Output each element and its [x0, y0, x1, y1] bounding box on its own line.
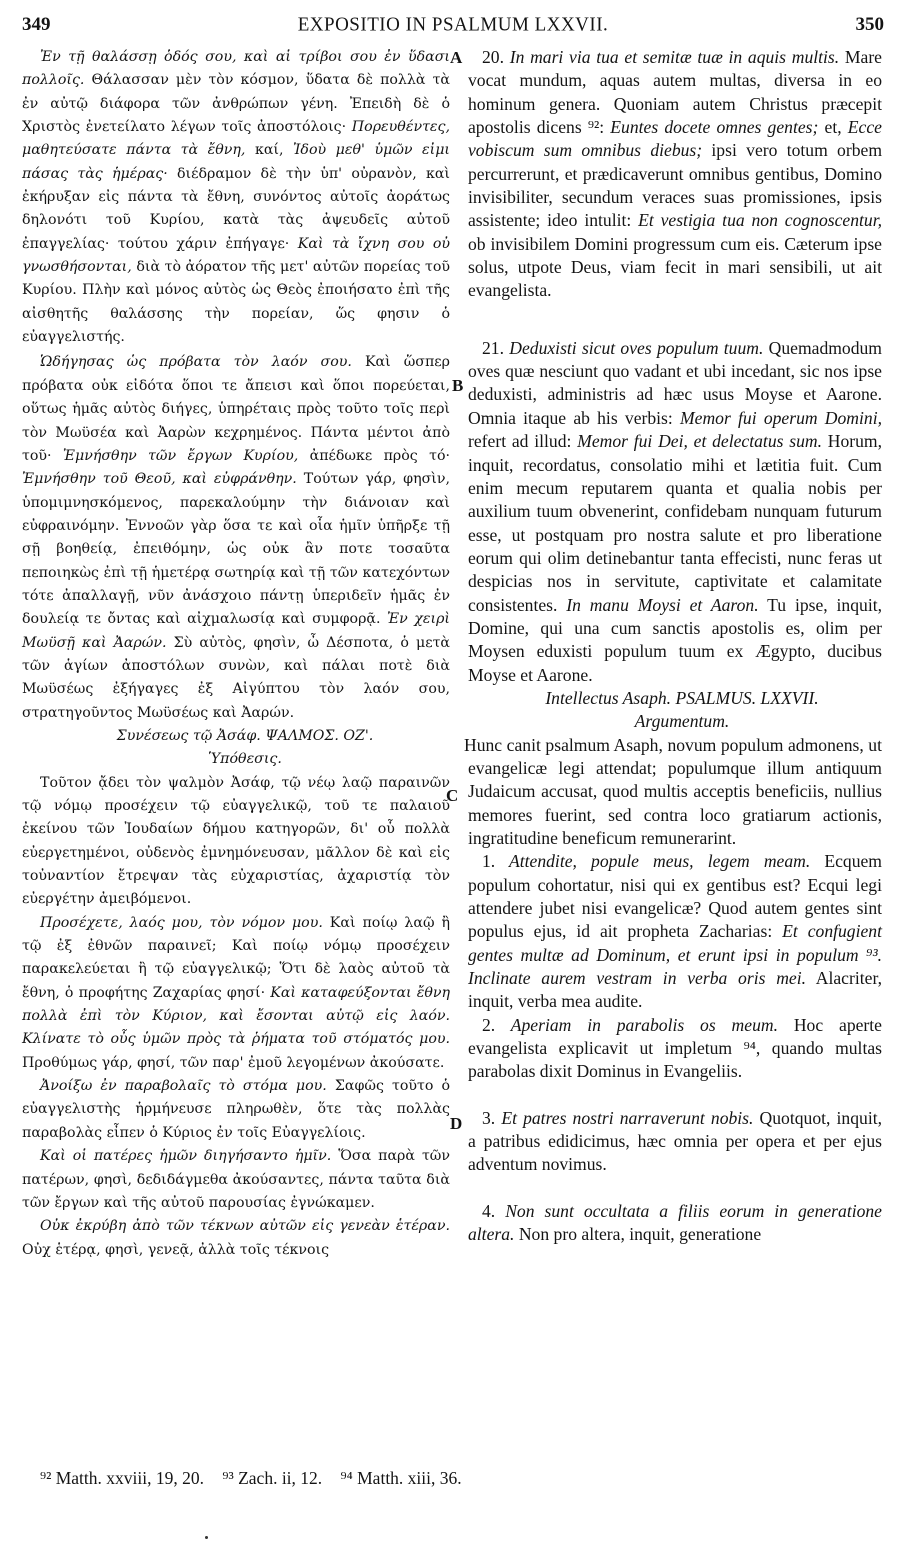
latin-quote: Ecce vobiscum sum omnibus diebus; [468, 117, 882, 161]
latin-text: Tu ipse, inquit, Domine, qui una cum sanctis apostolis es, olim per Moysen eduxisti populum tuum ex Ægypto, ducibus Moyse et Aarone. [468, 594, 882, 685]
greek-quote: Καὶ καταφεύξονται ἔθνη πολλὰ ἐπὶ τὸν Κύριον, καὶ ἔσονται αὐτῷ εἰς λαόν. [22, 984, 451, 1025]
latin-lemma: Aperiam in parabolis os meum. [495, 1014, 778, 1035]
greek-text: Οὐχ ἑτέρᾳ, φησὶ, γενεᾷ, ἀλλὰ τοῖς τέκνοις [22, 1241, 330, 1258]
footnotes [40, 1468, 880, 1489]
latin-paragraph [468, 850, 882, 1013]
latin-paragraph [468, 1107, 882, 1177]
latin-text: Quotquot, inquit, a patribus edidicimus, hæc omnia per opera et per ejus adventum novimus. [468, 1107, 882, 1175]
latin-quote: Et confugient gentes multæ ad Dominum, et erunt ipsi in populum ⁹³. [468, 921, 882, 965]
greek-quote: Ἐμνήσθην τοῦ Θεοῦ, καὶ εὐφράνθην. [22, 471, 297, 488]
greek-quote: Πορευθέντες, μαθητεύσατε πάντα τὰ ἔθνη, [22, 119, 450, 159]
greek-lemma: Ὡδήγησας ὡς πρόβατα τὸν λαόν σου. [40, 354, 352, 371]
latin-text: Horum, inquit, recordatus, consolatio mihi et lætitia fuit. Cum enim mecum reputarem quanta et qualia nobis per auxilium tuum obvenerint, confidebam nunquam futurum esse, ut postquam pro nostra salute et pro liberatione eorum qui olim detinebantur tanta effecisti, nunc feras ut despicias nos in servitute, captivitate et calamitate consistentes. [468, 431, 882, 615]
greek-quote: Ἰδοὺ μεθ' ὑμῶν εἰμι πάσας τὰς ἡμέρας· [22, 142, 450, 182]
latin-lemma: Deduxisti sicut oves populum tuum. [504, 337, 764, 358]
latin-text: Alacriter, inquit, verba mea audite. [468, 968, 882, 1012]
latin-quote: Inclinate aurem vestram in verba oris mei. [468, 968, 806, 989]
greek-subheading: Ὑπόθεσις. [208, 751, 282, 768]
latin-text: Ecquem populum cohortatur, nisi qui ex gentibus est? Ecqui legi attendere jubet nisi evangelicæ? Quod autem gentes sint populus ejus, id ait propheta Zacharias: [468, 851, 882, 942]
verse-number: 20. [482, 47, 504, 67]
footnote: ⁹² Matth. xxviii, 19, 20. [40, 1468, 204, 1488]
latin-quote: Memor fui Dei, et delectatus sum. [571, 431, 822, 452]
greek-hypothesis: Τοῦτον ᾄδει τὸν ψαλμὸν Ἀσάφ, τῷ νέῳ λαῷ παραινῶν τῷ νόμῳ προσέχειν τῷ εὐαγγελικῷ, τοῦ τε παλαιοῦ ἐκείνου τῶν Ἰουδαίων δήμου κατηγορῶν, δι' οὗ πολλὰ εὐεργετημένοι, οὐδενὸς ἐμνημόνευσαν, μᾶλλον δὲ καὶ εἰς τοὐναντίον ἔτρεψαν τὰς εὐχαριστίας, ἀχαριστίᾳ τὸν εὐεργέτην ἀμειβόμενοι. [22, 774, 450, 908]
greek-lemma: Καὶ οἱ πατέρες ἡμῶν διηγήσαντο ἡμῖν. [40, 1148, 332, 1165]
greek-quote: Ἐν χειρὶ Μωϋσῇ καὶ Ἀαρών. [22, 611, 450, 651]
greek-text: διὰ τὸ ἀόρατον τῆς μετ' αὐτῶν πορείας τοῦ Κυρίου. Πλὴν καὶ μόνος αὐτὸς ὡς Θεὸς ἐποιήσατο ἐπὶ τῆς αἰσθητῆς θαλάσσης τὴν πορείαν, ὥς φησιν ὁ εὐαγγελιστής. [22, 259, 450, 346]
latin-text: et, [818, 117, 842, 138]
page-number-right: 350 [855, 14, 884, 35]
verse-number: 3. [482, 1107, 496, 1128]
greek-paragraph [22, 1075, 450, 1145]
footnote: ⁹⁴ Matth. xiii, 36. [340, 1468, 462, 1488]
latin-psalm-heading: Intellectus Asaph. PSALMUS. LXXVII. [545, 687, 819, 708]
latin-column [464, 46, 882, 1247]
greek-text: Ὅσα παρὰ τῶν πατέρων, φησὶ, δεδιδάγμεθα ἀκούσαντες, πάντα ταῦτα διὰ τῶν ἔργων καὶ τῆς αὐτοῦ παρουσίας ἐγνώκαμεν. [22, 1148, 450, 1211]
greek-text: διέδραμον δὲ τὴν ὑπ' οὐρανὸν, καὶ ἐκήρυξαν εἰς πάντα τὰ ἔθνη, συνόντος αὐτοῖς ἀοράτως δηλονότι τοῦ Κυρίου, κατὰ τὰς ἀψευδεῖς αὐτοῦ ἐπαγγελίας· τούτου χάριν ἐπήγαγε· [22, 165, 450, 252]
latin-text: Hoc aperte evangelista explicavit ut impletum ⁹⁴, quando multas parabolas dixit Dominus in Evangeliis. [468, 1014, 882, 1082]
latin-paragraph [468, 337, 882, 687]
running-title: EXPOSITIO IN PSALMUM LXXVII. [297, 13, 609, 36]
greek-lemma: Προσέχετε, λαός μου, τὸν νόμον μου. [40, 914, 323, 931]
greek-paragraph [22, 46, 450, 349]
page-number-left: 349 [22, 14, 51, 35]
ink-speck [205, 1536, 208, 1539]
page-header [22, 14, 884, 40]
latin-text: Quemadmodum oves quæ nesciunt quo vadant et ubi incedant, sic nos ipse deduxisti, administris ad hæc usus Moyse et Aarone. Omnia itaque ab his verbis: [468, 337, 882, 428]
margin-marker-d: D [450, 1114, 463, 1133]
latin-text: Mare vocat mundum, aquas autem multas, diversa in eo hominum genera. Quoniam autem Christus præcepit apostolis dicens ⁹²: [468, 47, 882, 138]
greek-text: καί, [245, 142, 284, 159]
greek-lemma: Οὐκ ἐκρύβη ἀπὸ τῶν τέκνων αὐτῶν εἰς γενεὰν ἑτέραν. [40, 1218, 450, 1235]
greek-text: Θάλασσαν μὲν τὸν κόσμον, ὕδατα δὲ πολλὰ τὰ ἐν αὐτῷ διάφορα τῶν ἀνθρώπων γένη. Ἐπειδὴ δὲ ὁ Χριστὸς ἐνετείλατο λέγων τοῖς ἀποστόλοις· [22, 72, 450, 136]
greek-text: Καὶ ὥσπερ πρόβατα οὐκ εἰδότα ὅποι τε ἄπεισι καὶ ὅποι πορεύεται, οὕτως ἡμᾶς αὐτὸς διήγες, ὑπηρέταις πρὸς τοῦτο τοῖς περὶ τὸν Μωϋσέα καὶ Ἀαρὼν κεχρημένος. Πάντα μέντοι ἀπὸ τοῦ· [22, 354, 451, 464]
latin-lemma: Non sunt occultata a filiis eorum in generatione altera. [468, 1200, 882, 1245]
latin-quote: Memor fui operum Domini, [672, 407, 882, 428]
greek-quote: Ἐμνήσθην τῶν ἔργων Κυρίου, [51, 447, 299, 464]
greek-text: Προθύμως γάρ, φησί, τῶν παρ' ἐμοῦ λεγομένων ἀκούσατε. [22, 1054, 445, 1071]
greek-quote: Καὶ τὰ ἴχνη σου οὐ γνωσθήσονται, [22, 235, 450, 276]
margin-marker-c: C [446, 786, 459, 805]
verse-number: 21. [482, 337, 504, 358]
latin-lemma: Attendite, popule meus, legem meam. [495, 851, 811, 872]
latin-quote: Et vestigia tua non cognoscentur, [631, 210, 882, 231]
latin-subheading: Argumentum. [634, 711, 730, 732]
greek-quote: Κλίνατε τὸ οὖς ὑμῶν πρὸς τὰ ῥήματα τοῦ στόματός μου. [22, 1031, 450, 1048]
greek-paragraph [22, 1215, 450, 1262]
latin-argument: Hunc canit psalmum Asaph, novum populum admonens, ut evangelicæ legi attendat; populumque illum antiquum Judaicum accusat, quod multis acceptis beneficiis, nullius memores fuerint, sed contra loco gratiarum actionis, ingratitudine beneficum remunerarint. [464, 734, 882, 848]
verse-number: 1. [482, 851, 496, 872]
margin-marker-b: B [452, 376, 464, 395]
greek-text: Καὶ ποίῳ λαῷ ἢ τῷ ἐξ ἐθνῶν παραινεῖ; Καὶ ποίῳ νόμῳ προσέχειν παρακελεύεται ἢ τῷ εὐαγγελικῷ; Ὅτι δὲ λαὸς αὐτοῦ τὰ ἔθνη, ὁ προφήτης Ζαχαρίας φησί· [22, 914, 450, 1001]
verse-number: 4. [482, 1200, 496, 1221]
latin-paragraph [468, 1200, 882, 1247]
greek-psalm-heading: Συνέσεως τῷ Ἀσάφ. ΨΑΛΜΟΣ. ΟΖ'. [116, 727, 374, 744]
latin-lemma: In mari via tua et semitæ tuæ in aquis multis. [504, 47, 840, 67]
greek-lemma: Ἀνοίξω ἐν παραβολαῖς τὸ στόμα μου. [40, 1078, 327, 1095]
greek-paragraph [22, 1145, 450, 1215]
verse-number: 2. [482, 1014, 496, 1035]
greek-text: Τούτων γάρ, φησὶν, ὑπομιμνησκόμενος, παρεκαλούμην τὴν διάνοιαν καὶ εὐφραινόμην. Ἐννοῶν γὰρ ὅσα τε καὶ οἷα ἡμῖν ὑπῆρξε τῇ σῇ βοηθείᾳ, ἐπειθόμην, ὡς οὐκ ἂν ποτε τοσαῦτα πεποιηκὼς ἐπὶ τῇ ἡμετέρᾳ σωτηρίᾳ καὶ τῇ τῶν κατεχόντων τότε ἀπαλλαγῇ, νῦν ἀνάσχοιο πάντῃ ὑπεριδεῖν ἡμᾶς ἐν δουλείᾳ τε ὄντας καὶ αἰχμαλωσίᾳ καὶ συμφορᾷ. [22, 471, 450, 628]
greek-text: ἀπέδωκε πρὸς τό· [298, 447, 450, 464]
latin-text: refert ad illud: [468, 431, 572, 452]
greek-text: Σαφῶς τοῦτο ὁ εὐαγγελιστὴς ἡρμήνευσε πληρωθὲν, ὅτε τὰς πολλὰς παραβολὰς εἶπεν ὁ Κύριος ἐν τοῖς Εὐαγγελίοις. [22, 1078, 450, 1141]
latin-text: ipsi vero totum orbem percurrerunt, et prædicaverunt omnibus gentibus, Domino invisibiliter, secundum veraces suas promissiones, ipsis assistente; ideo intulit: [468, 140, 882, 231]
greek-column [22, 46, 450, 1262]
greek-lemma: Ἐν τῇ θαλάσσῃ ὁδός σου, καὶ αἱ τρίβοι σου ἐν ὕδασι πολλοῖς. [22, 49, 450, 89]
latin-text: ob invisibilem Domini progressum cum eis. Cæterum ipse solus, utpote Deus, viam fecit in mari sensibili, ut ait evangelista. [468, 233, 882, 301]
greek-text: Σὺ αὐτὸς, φησὶν, ὦ Δέσποτα, ὁ μετὰ τῶν ἁγίων ἀποστόλων συνὼν, καὶ πάλαι ποτὲ διὰ Μωϋσέως ἐξήγαγες ἐξ Αἰγύπτου τὸν λαόν σου, στρατηγοῦντος Μωϋσέως καὶ Ἀαρών. [22, 634, 450, 721]
latin-paragraph [468, 46, 882, 303]
latin-lemma: Et patres nostri narraverunt nobis. [495, 1107, 754, 1128]
latin-text: Non pro altera, inquit, generatione [514, 1224, 762, 1245]
margin-marker-a: A [450, 48, 463, 67]
latin-quote: Euntes docete omnes gentes; [604, 117, 819, 138]
greek-paragraph [22, 912, 450, 1075]
latin-paragraph [468, 1014, 882, 1084]
latin-quote: In manu Moysi et Aaron. [557, 594, 759, 615]
footnote: ⁹³ Zach. ii, 12. [222, 1468, 323, 1488]
greek-paragraph [22, 351, 450, 725]
